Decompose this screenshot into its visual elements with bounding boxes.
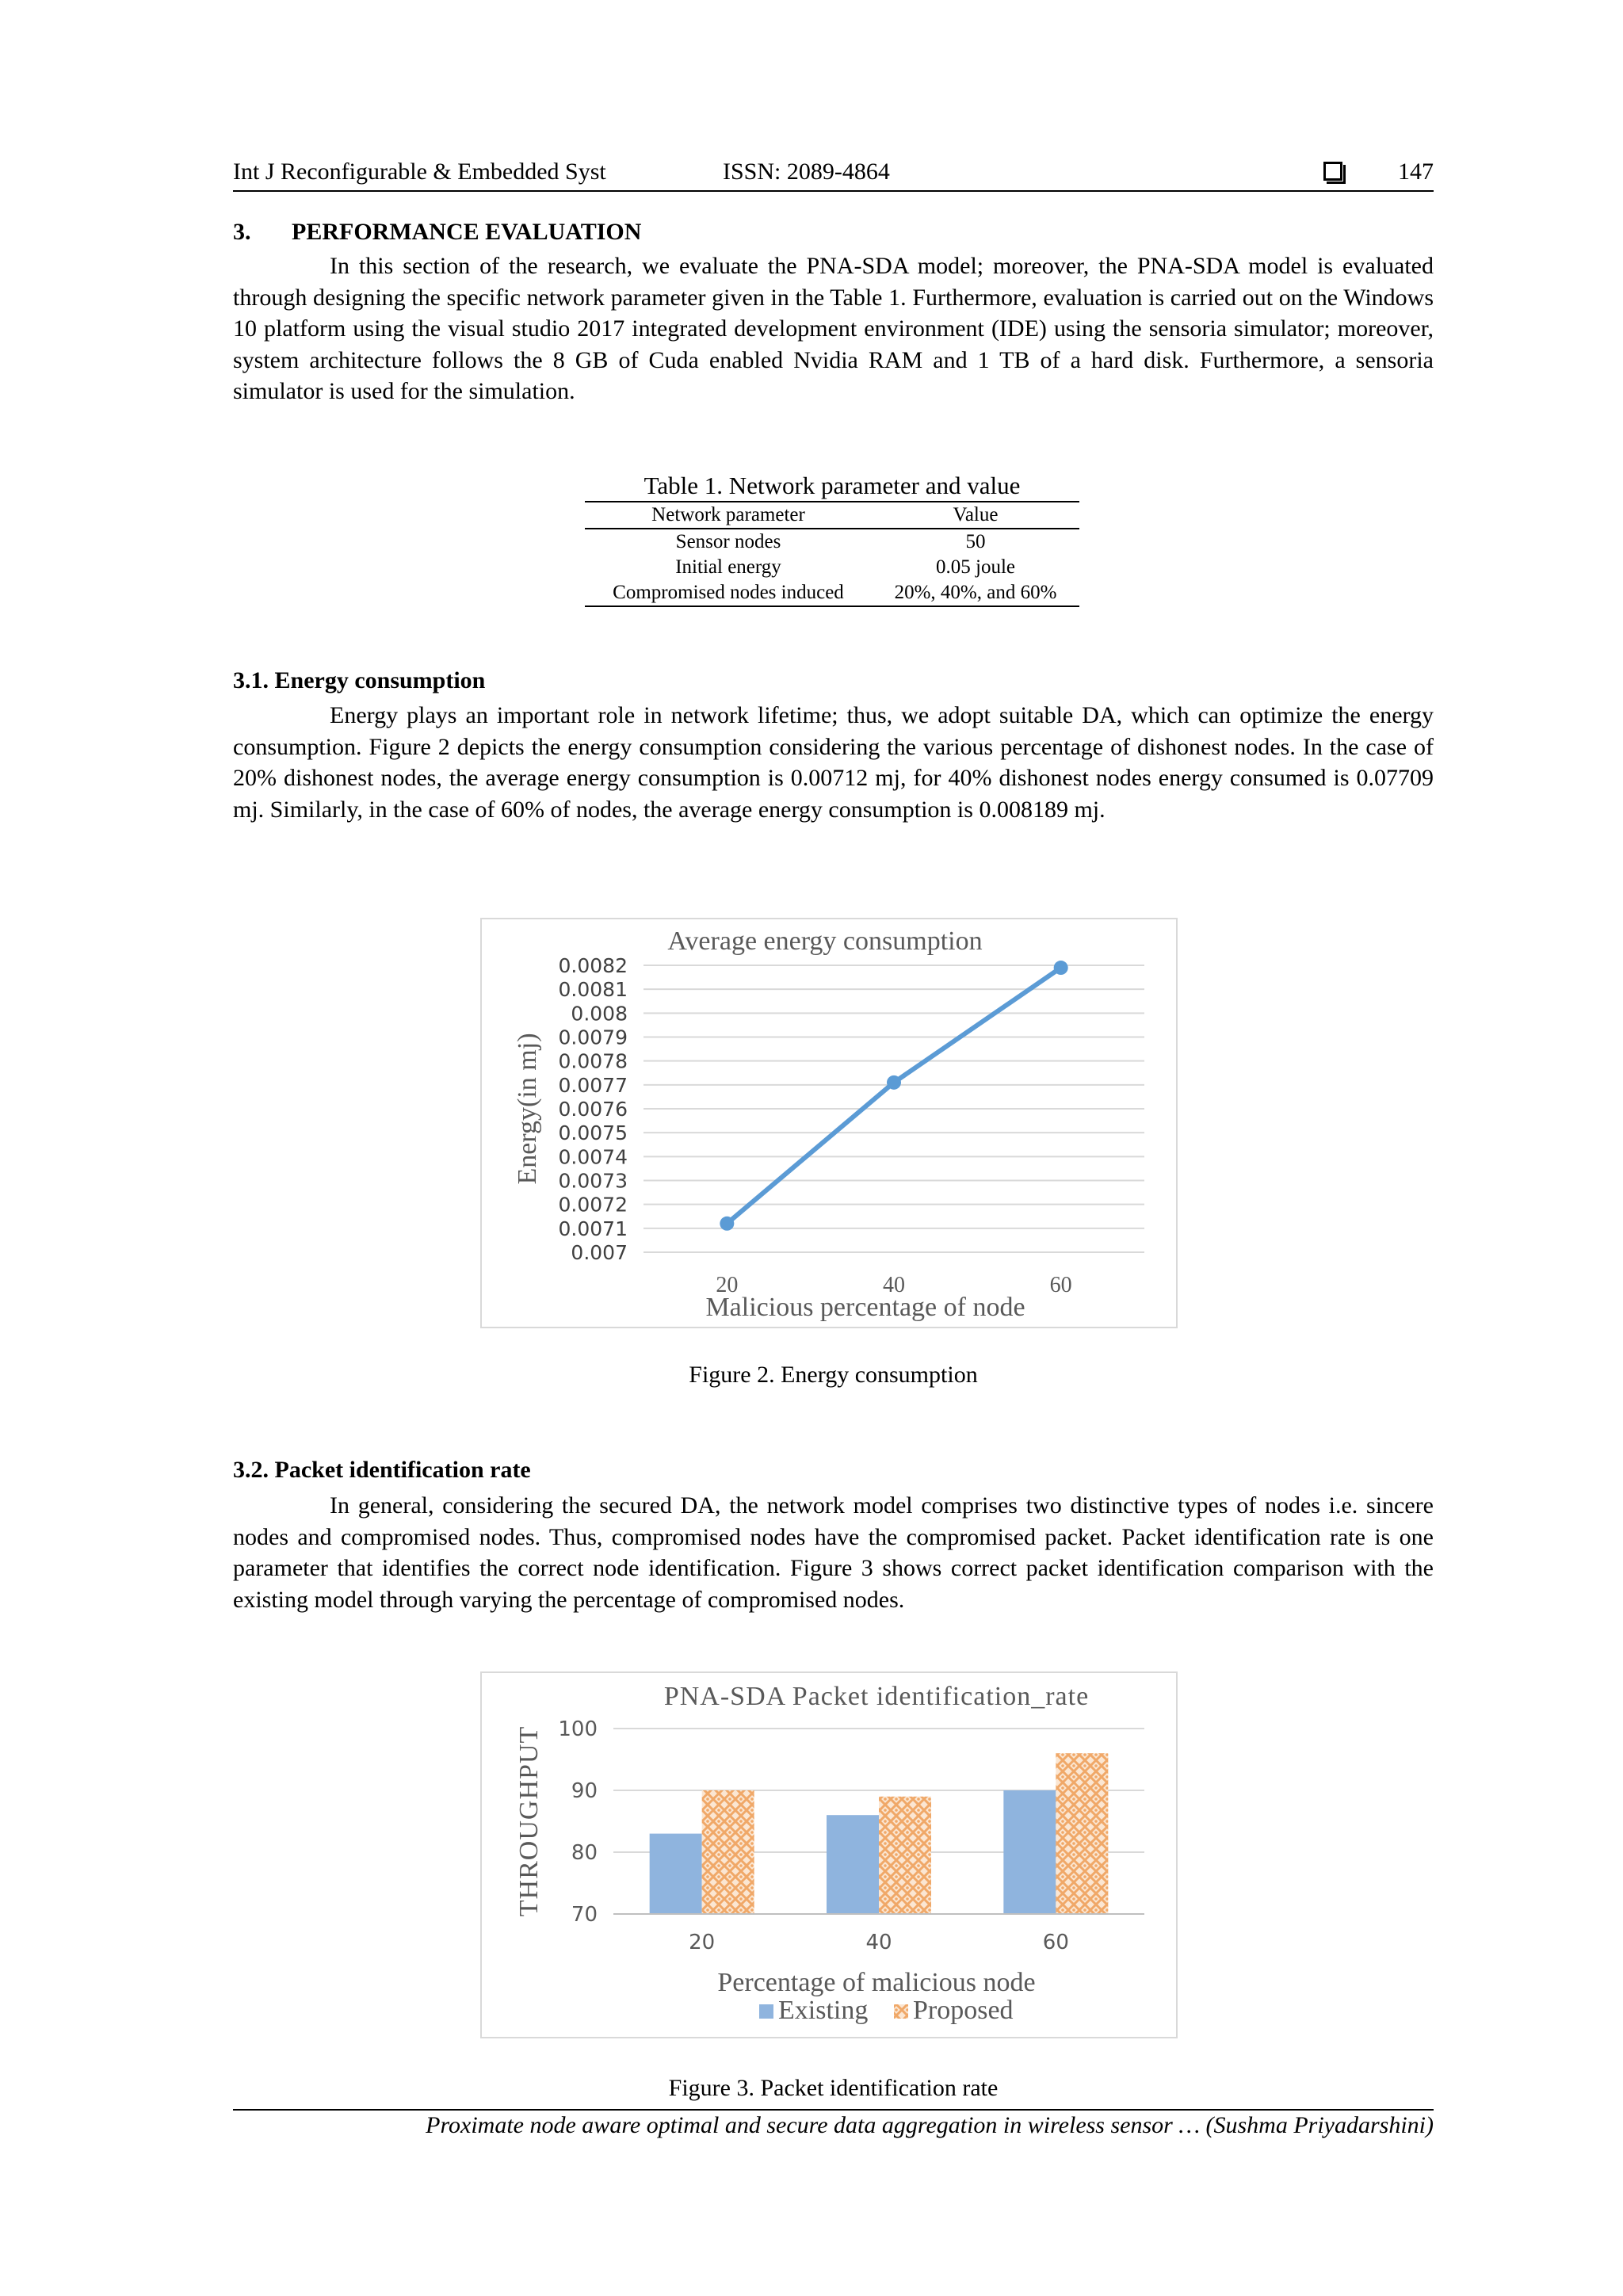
table-caption: Table 1. Network parameter and value bbox=[585, 471, 1079, 502]
network-parameter-table bbox=[585, 471, 1079, 607]
bar-existing bbox=[650, 1834, 702, 1914]
y-axis-label: THROUGHPUT bbox=[514, 1725, 544, 1917]
y-tick-label: 70 bbox=[571, 1903, 598, 1927]
table bbox=[585, 502, 1079, 607]
x-tick-label: 20 bbox=[716, 1273, 739, 1297]
subsection-paragraph: In general, considering the secured DA, the network model comprises two distinctive types of nodes i.e. sincere nodes and compromised nodes. Thus, compromised nodes have the compromised packet. Packet identification rate is one parameter that identifies the correct node identification. Figure 3 shows correct packet identification comparison with the existing model through varying the percentage of compromised nodes. bbox=[233, 1492, 1434, 1613]
y-tick-label: 0.0073 bbox=[558, 1169, 628, 1193]
y-tick-label: 0.0071 bbox=[558, 1217, 628, 1240]
x-axis-label: Percentage of malicious node bbox=[717, 1968, 1036, 1997]
y-tick-label: 0.0072 bbox=[558, 1193, 628, 1217]
table-row bbox=[585, 580, 1079, 606]
chart-title: Average energy consumption bbox=[667, 926, 983, 956]
y-tick-label: 90 bbox=[571, 1779, 598, 1803]
table-row bbox=[585, 529, 1079, 555]
packet-identification-bar-chart bbox=[480, 1671, 1178, 2038]
section-number: 3. bbox=[233, 219, 251, 245]
table-cell: Sensor nodes bbox=[675, 531, 781, 552]
y-axis-label: Energy(in mj) bbox=[513, 1033, 542, 1185]
legend-label-proposed: Proposed bbox=[913, 1996, 1014, 2025]
table-cell: Compromised nodes induced bbox=[585, 580, 872, 606]
x-tick-label: 40 bbox=[865, 1931, 892, 1954]
subsection-heading: 3.1. Energy consumption bbox=[233, 667, 486, 693]
table-row bbox=[585, 555, 1079, 580]
bar-proposed bbox=[879, 1797, 931, 1914]
figure-caption: Figure 2. Energy consumption bbox=[689, 1362, 978, 1388]
x-axis-label: Malicious percentage of node bbox=[705, 1293, 1025, 1322]
y-tick-label: 0.0082 bbox=[558, 954, 628, 977]
journal-name: Int J Reconfigurable & Embedded Syst bbox=[233, 159, 606, 185]
y-tick-label: 0.0075 bbox=[558, 1121, 628, 1145]
subsection-paragraph: Energy plays an important role in network lifetime; thus, we adopt suitable DA, which can optimize the energy consumption. Figure 2 depicts the energy consumption considering the various percentage of dishonest nodes. In the case of 20% dishonest nodes, the average energy consumption is 0.00712 mj, for 40% dishonest nodes energy consumed is 0.07709 mj. Similarly, in the case of 60% of nodes, the average energy consumption is 0.008189 mj. bbox=[233, 702, 1434, 823]
data-point bbox=[720, 1217, 734, 1231]
running-header bbox=[233, 155, 1434, 192]
energy-line-chart bbox=[480, 918, 1178, 1328]
bar-existing bbox=[827, 1815, 879, 1914]
page-number: 147 bbox=[1398, 159, 1434, 185]
y-tick-label: 0.0079 bbox=[558, 1026, 628, 1049]
bar-proposed bbox=[702, 1790, 754, 1914]
y-tick-label: 100 bbox=[558, 1717, 598, 1741]
x-tick-label: 20 bbox=[689, 1931, 716, 1954]
column-header: Value bbox=[872, 502, 1079, 529]
table-cell: 50 bbox=[965, 531, 986, 552]
y-tick-label: 0.0081 bbox=[558, 978, 628, 1002]
data-point bbox=[887, 1075, 901, 1090]
y-tick-label: 0.0076 bbox=[558, 1098, 628, 1121]
section-title: PERFORMANCE EVALUATION bbox=[292, 219, 642, 245]
table-header-row bbox=[585, 502, 1079, 529]
table-cell: Initial energy bbox=[675, 556, 781, 578]
bar-proposed bbox=[1056, 1753, 1108, 1914]
x-tick-label: 60 bbox=[1049, 1273, 1072, 1297]
data-point bbox=[1054, 961, 1068, 975]
section-heading bbox=[233, 219, 641, 246]
y-tick-label: 0.0078 bbox=[558, 1049, 628, 1073]
y-tick-label: 80 bbox=[571, 1841, 598, 1865]
y-tick-label: 0.0077 bbox=[558, 1073, 628, 1097]
subsection-heading: 3.2. Packet identification rate bbox=[233, 1457, 531, 1483]
y-tick-label: 0.007 bbox=[571, 1241, 628, 1264]
legend-swatch-existing bbox=[759, 2004, 773, 2019]
figure-caption: Figure 3. Packet identification rate bbox=[668, 2075, 999, 2101]
column-header: Network parameter bbox=[585, 502, 872, 529]
x-tick-label: 60 bbox=[1042, 1931, 1069, 1954]
table-cell: 0.05 joule bbox=[936, 556, 1015, 578]
table-cell: 20%, 40%, and 60% bbox=[872, 580, 1079, 606]
y-tick-label: 0.0074 bbox=[558, 1145, 628, 1169]
legend-swatch-proposed bbox=[894, 2004, 908, 2019]
section-paragraph: In this section of the research, we evaluate the PNA-SDA model; moreover, the PNA-SDA model is evaluated through designing the specific network parameter given in the Table 1. Furthermore, evaluation is carried out on the Windows 10 platform using the visual studio 2017 integrated development environment (IDE) using the sensoria simulator; moreover, system architecture follows the 8 GB of Cuda enabled Nvidia RAM and 1 TB of a hard disk. Furthermore, a sensoria simulator is used for the simulation. bbox=[233, 253, 1434, 404]
issn: ISSN: 2089-4864 bbox=[723, 159, 890, 185]
chart-title: PNA-SDA Packet identification_rate bbox=[663, 1682, 1090, 1711]
running-footer: Proximate node aware optimal and secure data aggregation in wireless sensor … (Sushma Priyadarshini) bbox=[233, 2109, 1434, 2139]
y-tick-label: 0.008 bbox=[571, 1002, 628, 1026]
x-tick-label: 40 bbox=[883, 1273, 905, 1297]
square-icon bbox=[1323, 162, 1342, 181]
bar-existing bbox=[1003, 1790, 1056, 1914]
legend-label-existing: Existing bbox=[778, 1996, 869, 2025]
